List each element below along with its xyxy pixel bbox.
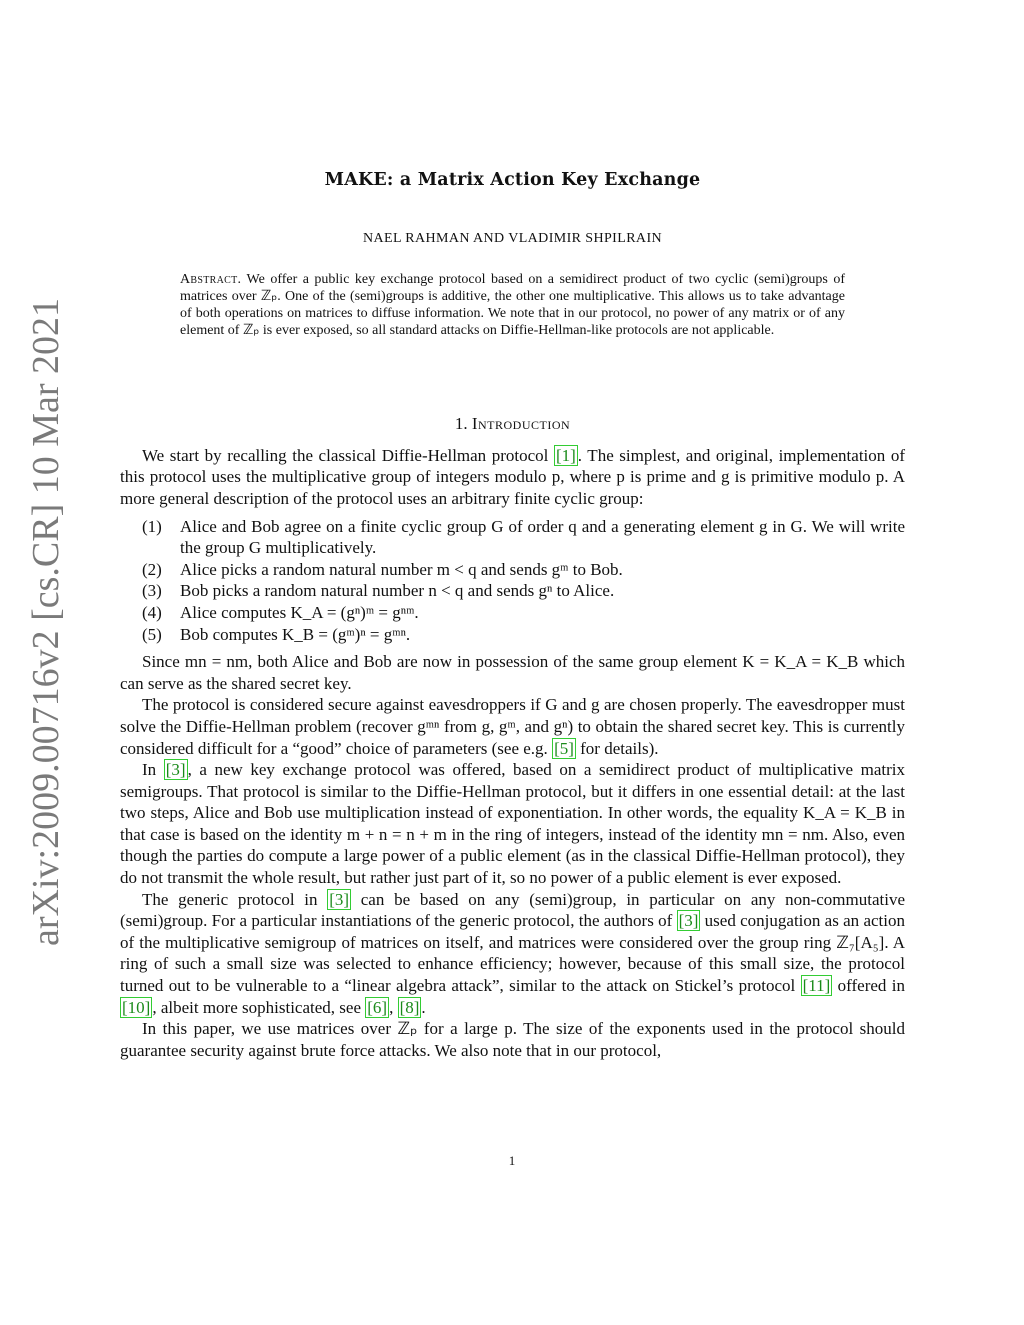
paper-authors: NAEL RAHMAN AND VLADIMIR SHPILRAIN xyxy=(362,230,663,246)
abstract-label: Abstract. xyxy=(180,272,242,288)
list-text: Alice picks a random natural number m < q and sends gᵐ to Bob. xyxy=(180,559,623,579)
citation-link[interactable]: [3] xyxy=(165,760,186,780)
citation-link[interactable]: [10] xyxy=(122,997,151,1017)
text-run: offered in xyxy=(832,976,905,996)
section-title: Introduction xyxy=(471,414,571,434)
list-text: Bob computes K_B = (gᵐ)ⁿ = gᵐⁿ. xyxy=(180,624,411,644)
list-text: Alice computes K_A = (gⁿ)ᵐ = gⁿᵐ. xyxy=(180,602,419,622)
paragraph-2: Since mn = nm, both Alice and Bob are now in possession of the same group element K = K_A = K_B which can serve as the shared secret key. xyxy=(120,652,905,693)
text-run: , a new key exchange protocol was offered, based on a semidirect product of multiplicative matrix semigroups. That protocol is similar to the Diffie-Hellman protocol, but it differs in one essential detail: at the last two steps, Alice and Bob use multiplication instead of exponentiation. In other words, the equality K_A = K_B in that case is based on the identity m + n = n + m in the ring of integers, instead of the identity mn = nm. Also, even though the parties do compute a large power of a public element (as in the classical Diffie-Hellman protocol), they do not transmit the whole result, but rather just part of it, so no power of a public element is ever exposed. xyxy=(120,760,905,888)
paragraph-6: In this paper, we use matrices over ℤₚ for a large p. The size of the exponents used in the protocol should guarantee security against brute force attacks. We also note that in our protocol, xyxy=(120,1019,905,1060)
text-run: . The simplest, and original, implementation of this protocol uses the multiplicative group of integers modulo p, where p is prime and g is primitive modulo p. A more general description of the protocol uses an arbitrary finite cyclic group: xyxy=(120,445,906,508)
list-item xyxy=(142,559,905,581)
text-run: We start by recalling the classical Diffie-Hellman protocol xyxy=(142,445,554,465)
list-item xyxy=(142,516,905,559)
paragraph-1 xyxy=(120,445,905,510)
section-heading xyxy=(120,413,905,435)
list-text: Bob picks a random natural number n < q and sends gⁿ to Alice. xyxy=(180,581,615,601)
paper-page xyxy=(120,170,905,1061)
protocol-steps-list xyxy=(120,516,905,646)
paper-title: MAKE: a Matrix Action Key Exchange xyxy=(324,170,701,190)
citation-link[interactable]: [5] xyxy=(554,738,574,758)
list-number: (2) xyxy=(142,559,162,579)
list-number: (3) xyxy=(142,581,162,601)
paragraph-3 xyxy=(120,694,905,759)
list-item xyxy=(142,624,905,646)
abstract xyxy=(180,271,845,339)
arxiv-stamp: arXiv:2009.00716v2 [cs.CR] 10 Mar 2021 xyxy=(25,297,67,946)
citation-link[interactable]: [1] xyxy=(555,445,576,465)
text-run: for details). xyxy=(575,738,659,758)
abstract-text: We offer a public key exchange protocol based on a semidirect product of two cyclic (semi)groups of matrices over ℤₚ. One of the (semi)groups is additive, the other one multiplicative. This allows us to take advantage of both operations on matrices to diffuse information. We note that in our protocol, no power of any matrix or of any element of ℤₚ is ever exposed, so all standard attacks on Diffie-Hellman-like protocols are not applicable. xyxy=(180,272,845,339)
text-run: , xyxy=(389,997,398,1017)
text-run: can be based on any (semi)group, in particular on any non-commutative (semi)group. For a particular instantiations of the generic protocol, the authors of xyxy=(120,889,906,931)
list-item xyxy=(142,602,905,624)
citation-link[interactable]: [8] xyxy=(399,997,420,1017)
section-number: 1. xyxy=(454,414,468,434)
text-run: The generic protocol in xyxy=(142,889,328,909)
citation-link[interactable]: [11] xyxy=(802,976,831,996)
text-run: In xyxy=(142,760,164,780)
list-number: (4) xyxy=(142,602,162,622)
text-run: The protocol is considered secure against eavesdroppers if G and g are chosen properly. The eavesdropper must solve the Diffie-Hellman problem (recover gᵐⁿ from g, gᵐ, and gⁿ) to obtain the shared secret key. This is currently considered difficult for a “good” choice of parameters (see e.g. xyxy=(120,695,905,758)
citation-link[interactable]: [3] xyxy=(329,889,350,909)
citation-link[interactable]: [6] xyxy=(367,997,388,1017)
text-run: . xyxy=(421,997,426,1017)
text-run: used conjugation as an action of the multiplicative semigroup of matrices on itself, and matrices were considered over the group ring ℤ₇[A₅]. A ring of such a small size was selected to enhance efficiency; however, because of this small size, the protocol turned out to be vulnerable to a “linear algebra attack”, similar to the attack on Stickel’s protocol xyxy=(120,911,905,996)
paragraph-4 xyxy=(120,759,905,889)
text-run: , albeit more sophisticated, see xyxy=(152,997,366,1017)
list-number: (5) xyxy=(142,624,162,644)
list-number: (1) xyxy=(142,516,162,536)
list-item xyxy=(142,580,905,602)
list-text: Alice and Bob agree on a finite cyclic group G of order q and a generating element g in G. We will write the group G multiplicatively. xyxy=(180,516,905,558)
paragraph-5 xyxy=(120,889,905,1019)
citation-link[interactable]: [3] xyxy=(678,911,699,931)
page-number: 1 xyxy=(508,1153,516,1168)
